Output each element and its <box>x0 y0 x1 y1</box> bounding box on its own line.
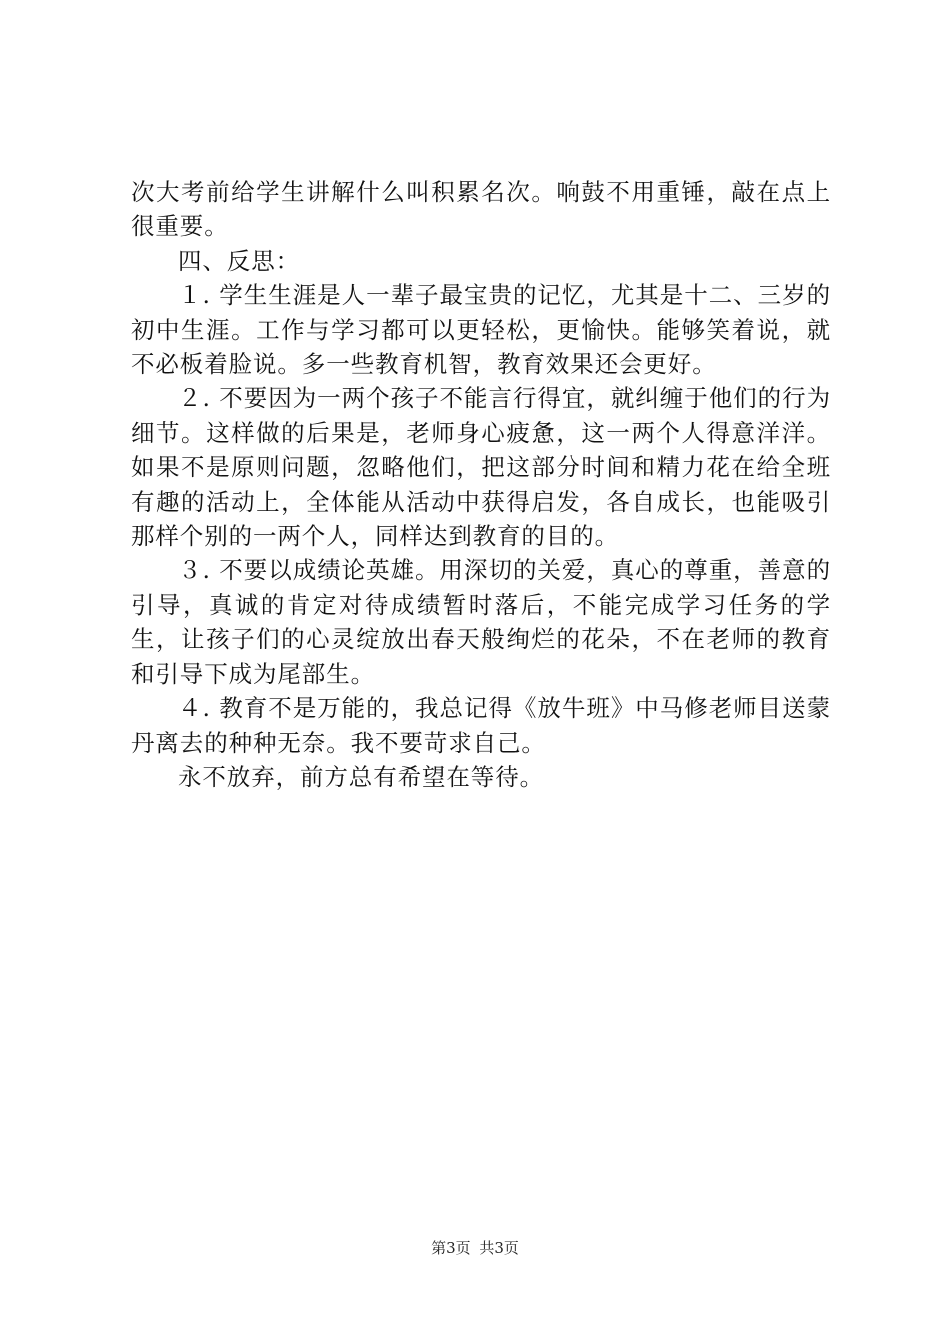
reflection-item-1: １. 学生生涯是人一辈子最宝贵的记忆，尤其是十二、三岁的初中生涯。工作与学习都可以更轻松，更愉快。能够笑着说，就不必板着脸说。多一些教育机智，教育效果还会更好。 <box>131 281 831 379</box>
section-heading-reflection: 四、反思： <box>178 246 300 275</box>
reflection-item-4: ４. 教育不是万能的，我总记得《放牛班》中马修老师目送蒙丹离去的种种无奈。我不要苛求自己。 <box>131 694 831 757</box>
page-footer <box>0 1238 950 1258</box>
reflection-item-2: ２. 不要因为一两个孩子不能言行得宜，就纠缠于他们的行为细节。这样做的后果是，老师身心疲惫，这一两个人得意洋洋。如果不是原则问题，忽略他们，把这部分时间和精力花在给全班有趣的活动上，全体能从活动中获得启发，各自成长，也能吸引那样个别的一两个人，同样达到教育的目的。 <box>131 384 831 551</box>
page-total: 共3页 <box>479 1239 519 1257</box>
reflection-item-3: ３. 不要以成绩论英雄。用深切的关爱，真心的尊重，善意的引导，真诚的肯定对待成绩暂时落后，不能完成学习任务的学生，让孩子们的心灵绽放出春天般绚烂的花朵，不在老师的教育和引导下成为尾部生。 <box>131 556 831 688</box>
closing-paragraph: 永不放弃，前方总有希望在等待。 <box>178 762 544 791</box>
paragraph-continuation: 次大考前给学生讲解什么叫积累名次。响鼓不用重锤，敲在点上很重要。 <box>131 178 831 241</box>
document-body <box>131 175 831 794</box>
page-number: 第3页 <box>431 1239 471 1257</box>
